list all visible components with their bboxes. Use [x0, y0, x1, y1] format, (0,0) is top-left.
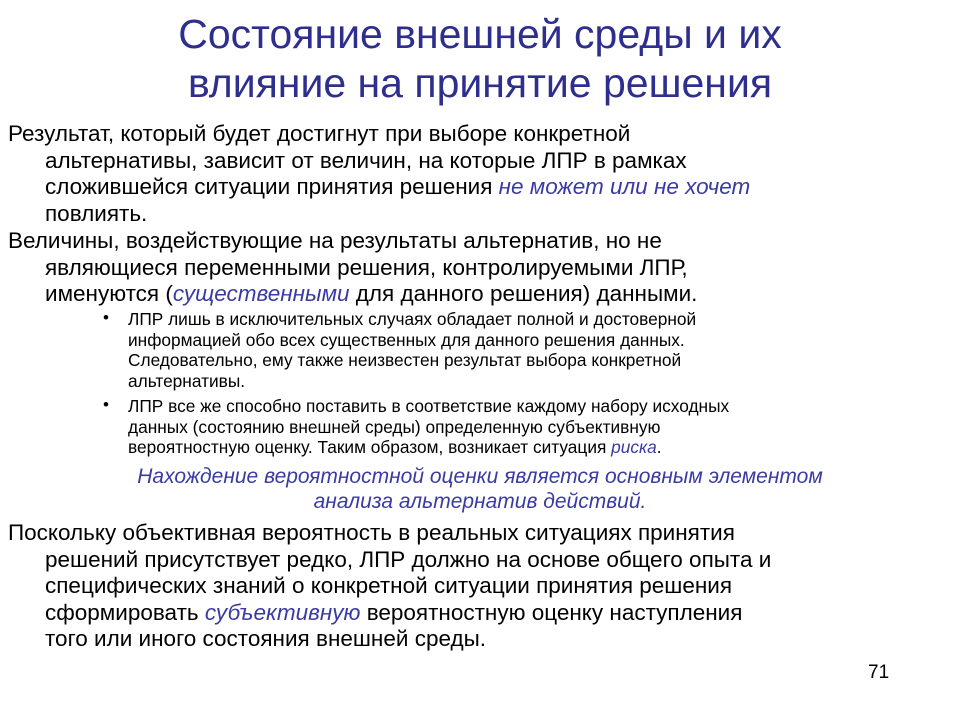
bullet-2-line-1: ЛПР все же способно поставить в соответствие каждому набору исходных	[128, 396, 730, 416]
para1-line-4: повлиять.	[45, 200, 148, 226]
para3-line-3: специфических знаний о конкретной ситуации принятия решения	[45, 573, 733, 599]
title-line-1: Состояние внешней среды и их	[178, 11, 782, 57]
para3-line-5: того или иного состояния внешней среды.	[45, 626, 487, 652]
para3-line-4-b: вероятностную оценку наступления	[360, 599, 743, 625]
bullet-marker: •	[103, 308, 109, 327]
title-line-2: влияние на принятие решения	[187, 60, 773, 106]
para1-line-1: Результат, который будет достигнут при выборе конкретной	[8, 121, 631, 146]
paragraph-probability	[8, 520, 938, 653]
para1-line-2: альтернативы, зависит от величин, на которые ЛПР в рамках	[45, 147, 687, 173]
para3-line-4	[8, 600, 938, 627]
highlight-statement	[0, 464, 960, 514]
bullet-marker: •	[103, 395, 109, 414]
bullet-1-line-3: Следовательно, ему также неизвестен результат выбора конкретной	[128, 350, 682, 370]
bullet-2-line-3	[128, 437, 729, 458]
bullet-2-line-2: данных (состоянию внешней среды) определенную субъективную	[128, 416, 661, 437]
bullet-2-text	[128, 396, 729, 458]
bullet-2-emphasis: риска	[611, 437, 657, 457]
highlight-line-2: анализа альтернатив действий.	[313, 490, 647, 513]
para1-emphasis: не может или не хочет	[498, 174, 751, 200]
bullet-2-line-3-b: .	[656, 437, 662, 457]
para2-line-3-b: для данного решения) данными.	[349, 281, 698, 307]
para3-line-2: решений присутствует редко, ЛПР должно на основе общего опыта и	[45, 546, 772, 572]
bullet-1-line-1: ЛПР лишь в исключительных случаях обладает полной и достоверной	[128, 309, 697, 329]
para2-line-2: являющиеся переменными решения, контролируемыми ЛПР,	[45, 254, 688, 280]
para2-line-1: Величины, воздействующие на результаты альтернатив, но не	[8, 228, 662, 253]
para3-emphasis: субъективную	[204, 599, 361, 625]
paragraph-values	[8, 228, 938, 308]
highlight-line-1: Нахождение вероятностной оценки является основным элементом	[137, 465, 823, 488]
bullet-1-line-2: информацией обо всех существенных для данного решения данных.	[128, 329, 685, 350]
para3-line-4-a: сформировать	[45, 599, 205, 625]
para3-line-1: Поскольку объективная вероятность в реальных ситуациях принятия	[8, 520, 735, 545]
slide-title	[40, 10, 920, 108]
paragraph-result	[8, 121, 938, 227]
bullet-2-line-3-a: вероятностную оценку. Таким образом, возникает ситуация	[128, 437, 612, 457]
para2-line-3-a: именуются (	[45, 281, 173, 307]
bullet-1-text	[128, 309, 696, 391]
page-number: 71	[868, 662, 890, 683]
para2-emphasis: существенными	[172, 281, 350, 307]
bullet-1-line-4: альтернативы.	[128, 370, 246, 391]
para2-line-3	[8, 281, 938, 308]
para1-line-3-text: сложившейся ситуации принятия решения	[45, 174, 499, 200]
para1-line-3	[8, 174, 938, 201]
